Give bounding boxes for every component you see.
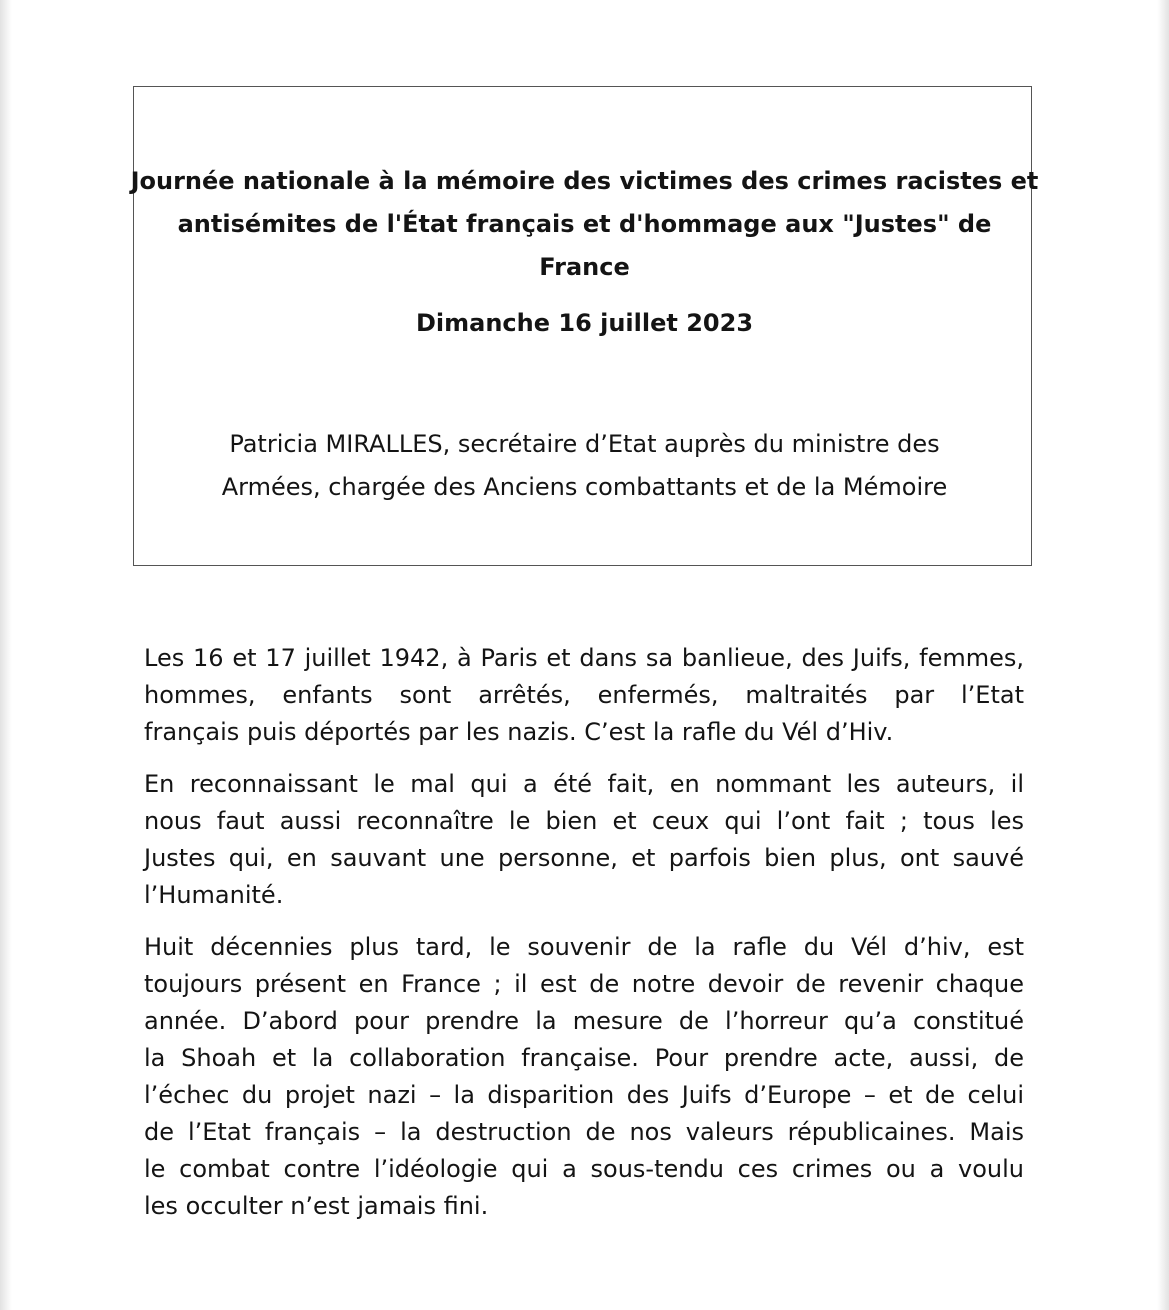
title-line: antisémites de l'État français et d'hommage aux "Justes" de — [177, 210, 992, 238]
speaker-credit — [0, 423, 1169, 509]
title-line: Journée nationale à la mémoire des victimes des crimes racistes et — [130, 167, 1039, 195]
text-line: année. D’abord pour prendre la mesure de l’horreur qu’a constitué — [144, 1007, 1024, 1035]
text-line: toujours présent en France ; il est de notre devoir de revenir chaque — [144, 970, 1024, 998]
text-line: Justes qui, en sauvant une personne, et parfois bien plus, ont sauvé — [144, 844, 1024, 872]
text-line: En reconnaissant le mal qui a été fait, en nommant les auteurs, il — [144, 770, 1024, 798]
paragraph — [144, 929, 1024, 1225]
title-line: France — [539, 253, 630, 281]
text-line: nous faut aussi reconnaître le bien et ceux qui l’ont fait ; tous les — [144, 807, 1024, 835]
speech-body — [144, 640, 1024, 1240]
text-line: l’Humanité. — [144, 881, 284, 909]
speaker-line: Armées, chargée des Anciens combattants et de la Mémoire — [221, 473, 948, 501]
document-title — [0, 160, 1169, 289]
text-line: hommes, enfants sont arrêtés, enfermés, maltraités par l’Etat — [144, 681, 1024, 709]
text-line: Les 16 et 17 juillet 1942, à Paris et dans sa banlieue, des Juifs, femmes, — [144, 644, 1024, 672]
event-date: Dimanche 16 juillet 2023 — [415, 309, 754, 337]
text-line: de l’Etat français – la destruction de nos valeurs républicaines. Mais — [144, 1118, 1024, 1146]
text-line: les occulter n’est jamais fini. — [144, 1192, 489, 1220]
paragraph — [144, 640, 1024, 751]
text-line: le combat contre l’idéologie qui a sous-tendu ces crimes ou a voulu — [144, 1155, 1024, 1183]
text-line: français puis déportés par les nazis. C’est la rafle du Vél d’Hiv. — [144, 718, 894, 746]
speaker-line: Patricia MIRALLES, secrétaire d’Etat auprès du ministre des — [229, 430, 940, 458]
text-line: Huit décennies plus tard, le souvenir de la rafle du Vél d’hiv, est — [144, 933, 1024, 961]
text-line: l’échec du projet nazi – la disparition des Juifs d’Europe – et de celui — [144, 1081, 1024, 1109]
paragraph — [144, 766, 1024, 914]
text-line: la Shoah et la collaboration française. Pour prendre acte, aussi, de — [144, 1044, 1024, 1072]
